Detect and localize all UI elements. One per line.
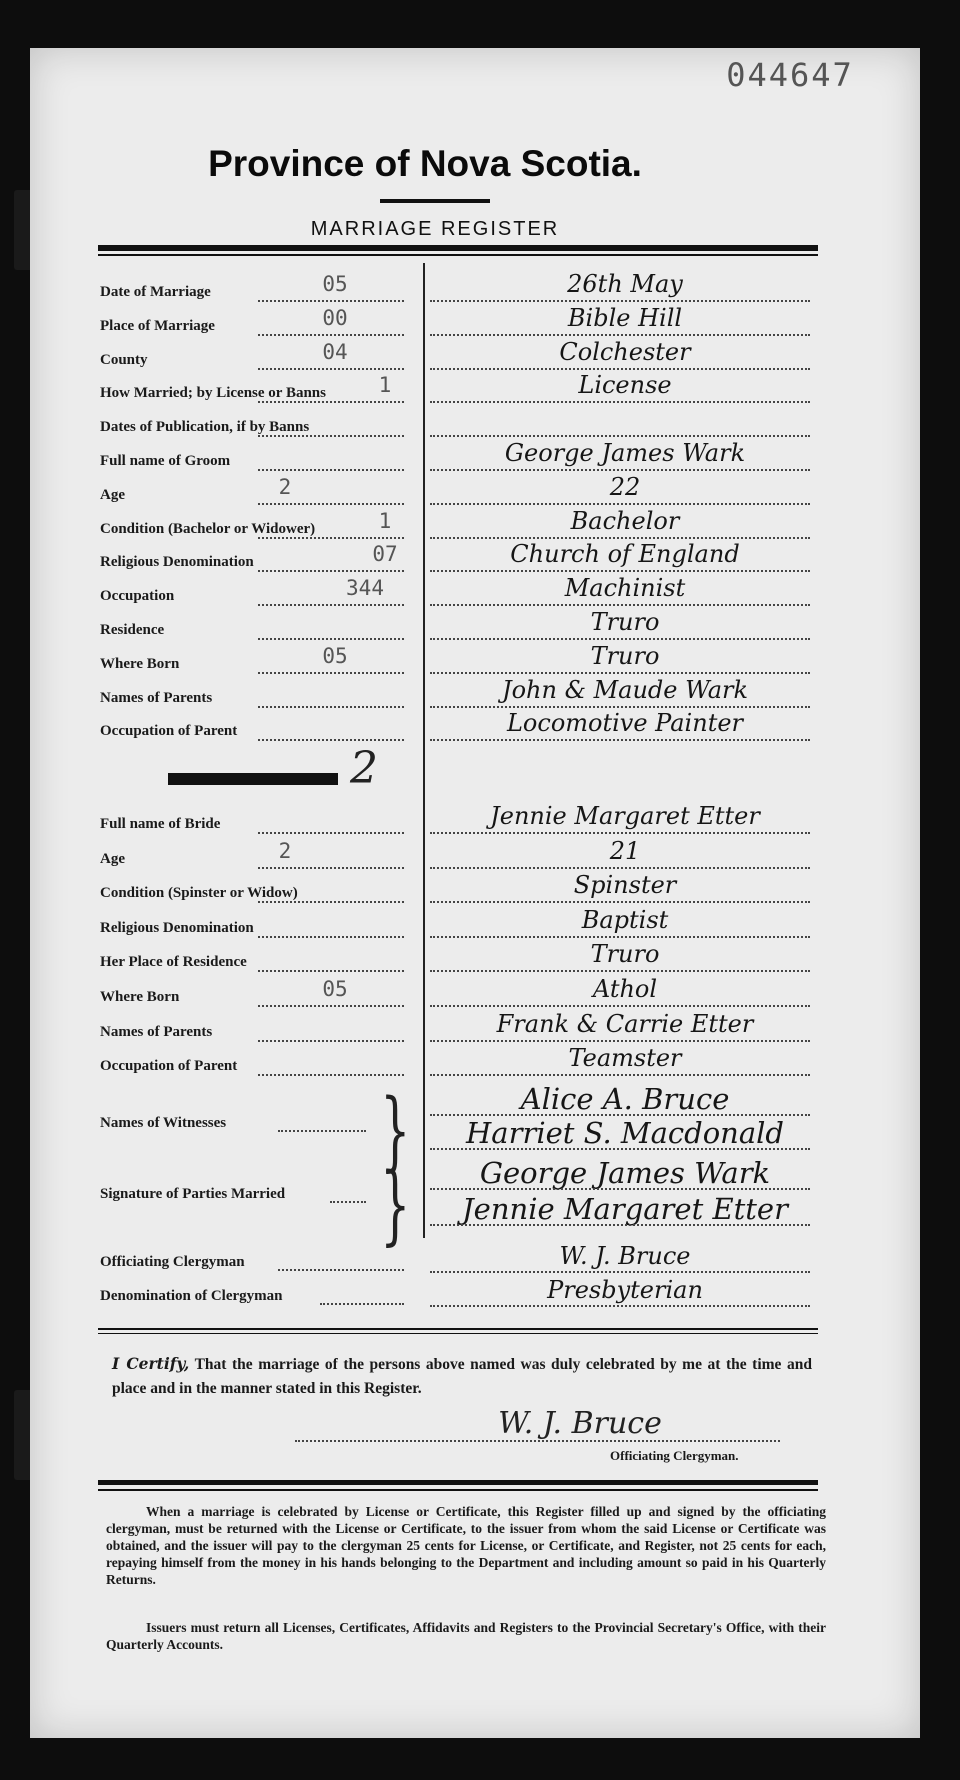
field-label: Occupation of Parent	[100, 723, 238, 740]
party-signature-groom: George James Wark	[479, 1156, 771, 1190]
value-dots	[430, 1148, 810, 1150]
value-dots	[430, 901, 810, 903]
certify-heading: I Certify,	[112, 1354, 190, 1373]
header-rule	[98, 245, 818, 251]
value-dots	[430, 334, 810, 336]
certify-rule-2	[98, 1333, 818, 1334]
clergyman-signature: W. J. Bruce	[498, 1406, 662, 1441]
value-dots	[430, 537, 810, 539]
value-dots	[430, 672, 810, 674]
field-label: Where Born	[100, 655, 180, 672]
label-dots	[258, 401, 404, 403]
bride-section-bar	[168, 773, 338, 785]
officiating-clergyman-label: Officiating Clergyman	[100, 1254, 245, 1270]
value-dots	[430, 936, 810, 938]
label-dots	[330, 1201, 366, 1203]
label-dots	[258, 435, 404, 437]
label-dots	[320, 1303, 404, 1305]
field-label: Occupation	[100, 588, 175, 605]
field-label: Condition (Bachelor or Widower)	[100, 520, 316, 537]
field-value: Frank & Carrie Etter	[496, 1009, 754, 1038]
notice-rule	[98, 1480, 818, 1485]
field-code: 05	[322, 272, 348, 296]
field-value: Truro	[590, 608, 660, 636]
field-label: Full name of Groom	[100, 453, 231, 469]
label-dots	[258, 604, 404, 606]
field-value: Athol	[592, 975, 658, 1003]
field-code: 05	[322, 977, 348, 1001]
bride-section-mark: 2	[350, 743, 378, 794]
field-value: Spinster	[573, 871, 677, 900]
field-label: Religious Denomination	[100, 919, 254, 936]
document-subtitle: MARRIAGE REGISTER	[310, 218, 560, 240]
field-label: Names of Parents	[100, 689, 213, 706]
value-dots	[430, 970, 810, 972]
signature-label: Officiating Clergyman.	[610, 1448, 739, 1463]
witness-name-2: Harriet S. Macdonald	[466, 1116, 784, 1150]
field-value: Truro	[590, 641, 660, 670]
field-label: Names of Parents	[100, 1023, 213, 1040]
label-dots	[258, 334, 404, 336]
clergy-denomination-label: Denomination of Clergyman	[100, 1288, 283, 1304]
field-code: 2	[278, 838, 292, 863]
field-label: Age	[100, 850, 125, 867]
field-value: Machinist	[564, 574, 686, 603]
value-dots	[430, 1040, 810, 1042]
label-dots	[258, 368, 404, 370]
field-label: County	[100, 351, 148, 368]
field-label: Date of Marriage	[100, 284, 211, 300]
label-dots	[258, 1005, 404, 1007]
label-dots	[258, 672, 404, 674]
field-code: 1	[378, 508, 392, 533]
document-title: Province of Nova Scotia.	[208, 143, 642, 184]
label-dots	[258, 936, 404, 938]
title-underline	[380, 199, 490, 203]
label-dots	[258, 469, 404, 471]
officiating-clergyman-value: W. J. Bruce	[559, 1242, 691, 1270]
value-dots	[430, 867, 810, 869]
value-dots	[430, 832, 810, 834]
label-dots	[258, 1040, 404, 1042]
field-value: 21	[609, 836, 641, 865]
value-dots	[430, 638, 810, 640]
field-value: Bachelor	[570, 506, 680, 535]
field-label: Condition (Spinster or Widow)	[100, 885, 298, 902]
field-code: 07	[372, 542, 398, 567]
field-value: Colchester	[559, 337, 691, 366]
field-label: Place of Marriage	[100, 317, 215, 334]
field-label: Her Place of Residence	[100, 954, 247, 971]
label-dots	[258, 1074, 404, 1076]
field-code: 04	[322, 339, 348, 364]
label-dots	[258, 970, 404, 972]
value-dots	[430, 469, 810, 471]
notice-rule-thin	[98, 1489, 818, 1491]
field-code: 05	[322, 643, 348, 668]
field-label: How Married; by License or Banns	[100, 385, 326, 402]
certify-body: That the marriage of the persons above named was duly celebrated by me at the time and place and in the manner stated in this Register.	[112, 1356, 812, 1397]
field-code: 00	[322, 305, 348, 330]
field-code: 1	[378, 373, 392, 398]
field-value: Church of England	[510, 540, 740, 569]
value-dots	[430, 1224, 810, 1226]
label-dots	[258, 901, 404, 903]
field-value: Truro	[590, 940, 660, 969]
field-code: 2	[278, 474, 292, 499]
witnesses-label: Names of Witnesses	[100, 1115, 227, 1131]
label-dots	[258, 638, 404, 640]
parties-brace: }	[380, 1155, 411, 1255]
label-dots	[258, 570, 404, 572]
value-dots	[430, 435, 810, 437]
register-number: 044647	[726, 56, 854, 94]
label-dots	[278, 1130, 366, 1132]
column-divider	[423, 263, 425, 1238]
field-label: Dates of Publication, if by Banns	[100, 419, 310, 436]
value-dots	[430, 604, 810, 606]
value-dots	[430, 1005, 810, 1007]
value-dots	[430, 368, 810, 370]
field-code: 344	[346, 576, 384, 601]
value-dots	[430, 739, 810, 741]
field-value: License	[578, 371, 672, 400]
issuers-paragraph: Issuers must return all Licenses, Certificates, Affidavits and Registers to the Provincial Secretary's Office, with their Quarterly Accounts.	[106, 1620, 826, 1652]
field-value: Locomotive Painter	[506, 709, 744, 738]
field-value: 26th May	[567, 270, 683, 298]
label-dots	[258, 706, 404, 708]
value-dots	[430, 401, 810, 403]
signature-line	[295, 1440, 780, 1442]
field-value: Teamster	[568, 1044, 682, 1073]
field-label: Full name of Bride	[100, 816, 221, 832]
value-dots	[430, 300, 810, 302]
field-label: Religious Denomination	[100, 554, 254, 571]
field-value: Bible Hill	[567, 303, 683, 332]
label-dots	[258, 537, 404, 539]
certification-text	[112, 1352, 812, 1401]
label-dots	[278, 1269, 404, 1271]
field-value: Baptist	[581, 905, 669, 934]
witness-name-1: Alice A. Bruce	[520, 1082, 730, 1116]
certify-rule	[98, 1328, 818, 1330]
label-dots	[258, 503, 404, 505]
parties-label: Signature of Parties Married	[100, 1186, 286, 1202]
value-dots	[430, 706, 810, 708]
field-value: George James Wark	[504, 439, 746, 467]
field-value: 22	[609, 472, 641, 501]
header-rule-thin	[98, 254, 818, 256]
field-value: Jennie Margaret Etter	[490, 802, 760, 830]
value-dots	[430, 570, 810, 572]
instructions-paragraph: When a marriage is celebrated by License or Certificate, this Register filled up and signed by the officiating clergyman, must be returned with the License or Certificate, to the issuer from whom the said License or Certificate was obtained, and the issuer will pay to the clergyman 25 cents for License, or Certificate, and Register, not 25 cents for each, repaying himself from the money in his hands belonging to the Department and including amount so paid in his Quarterly Returns.	[106, 1504, 826, 1587]
field-label: Occupation of Parent	[100, 1058, 238, 1075]
label-dots	[258, 867, 404, 869]
label-dots	[258, 832, 404, 834]
field-value: John & Maude Wark	[501, 675, 749, 704]
field-label: Age	[100, 486, 125, 503]
label-dots	[258, 300, 404, 302]
value-dots	[430, 503, 810, 505]
value-dots	[430, 1271, 810, 1273]
label-dots	[258, 739, 404, 741]
clergy-denomination-value: Presbyterian	[547, 1276, 703, 1304]
marriage-register-document	[30, 48, 920, 1738]
field-label: Where Born	[100, 989, 180, 1005]
field-label: Residence	[100, 622, 165, 638]
witnesses-brace: }	[380, 1081, 411, 1181]
value-dots	[430, 1074, 810, 1076]
party-signature-bride: Jennie Margaret Etter	[462, 1192, 788, 1226]
value-dots	[430, 1188, 810, 1190]
value-dots	[430, 1305, 810, 1307]
